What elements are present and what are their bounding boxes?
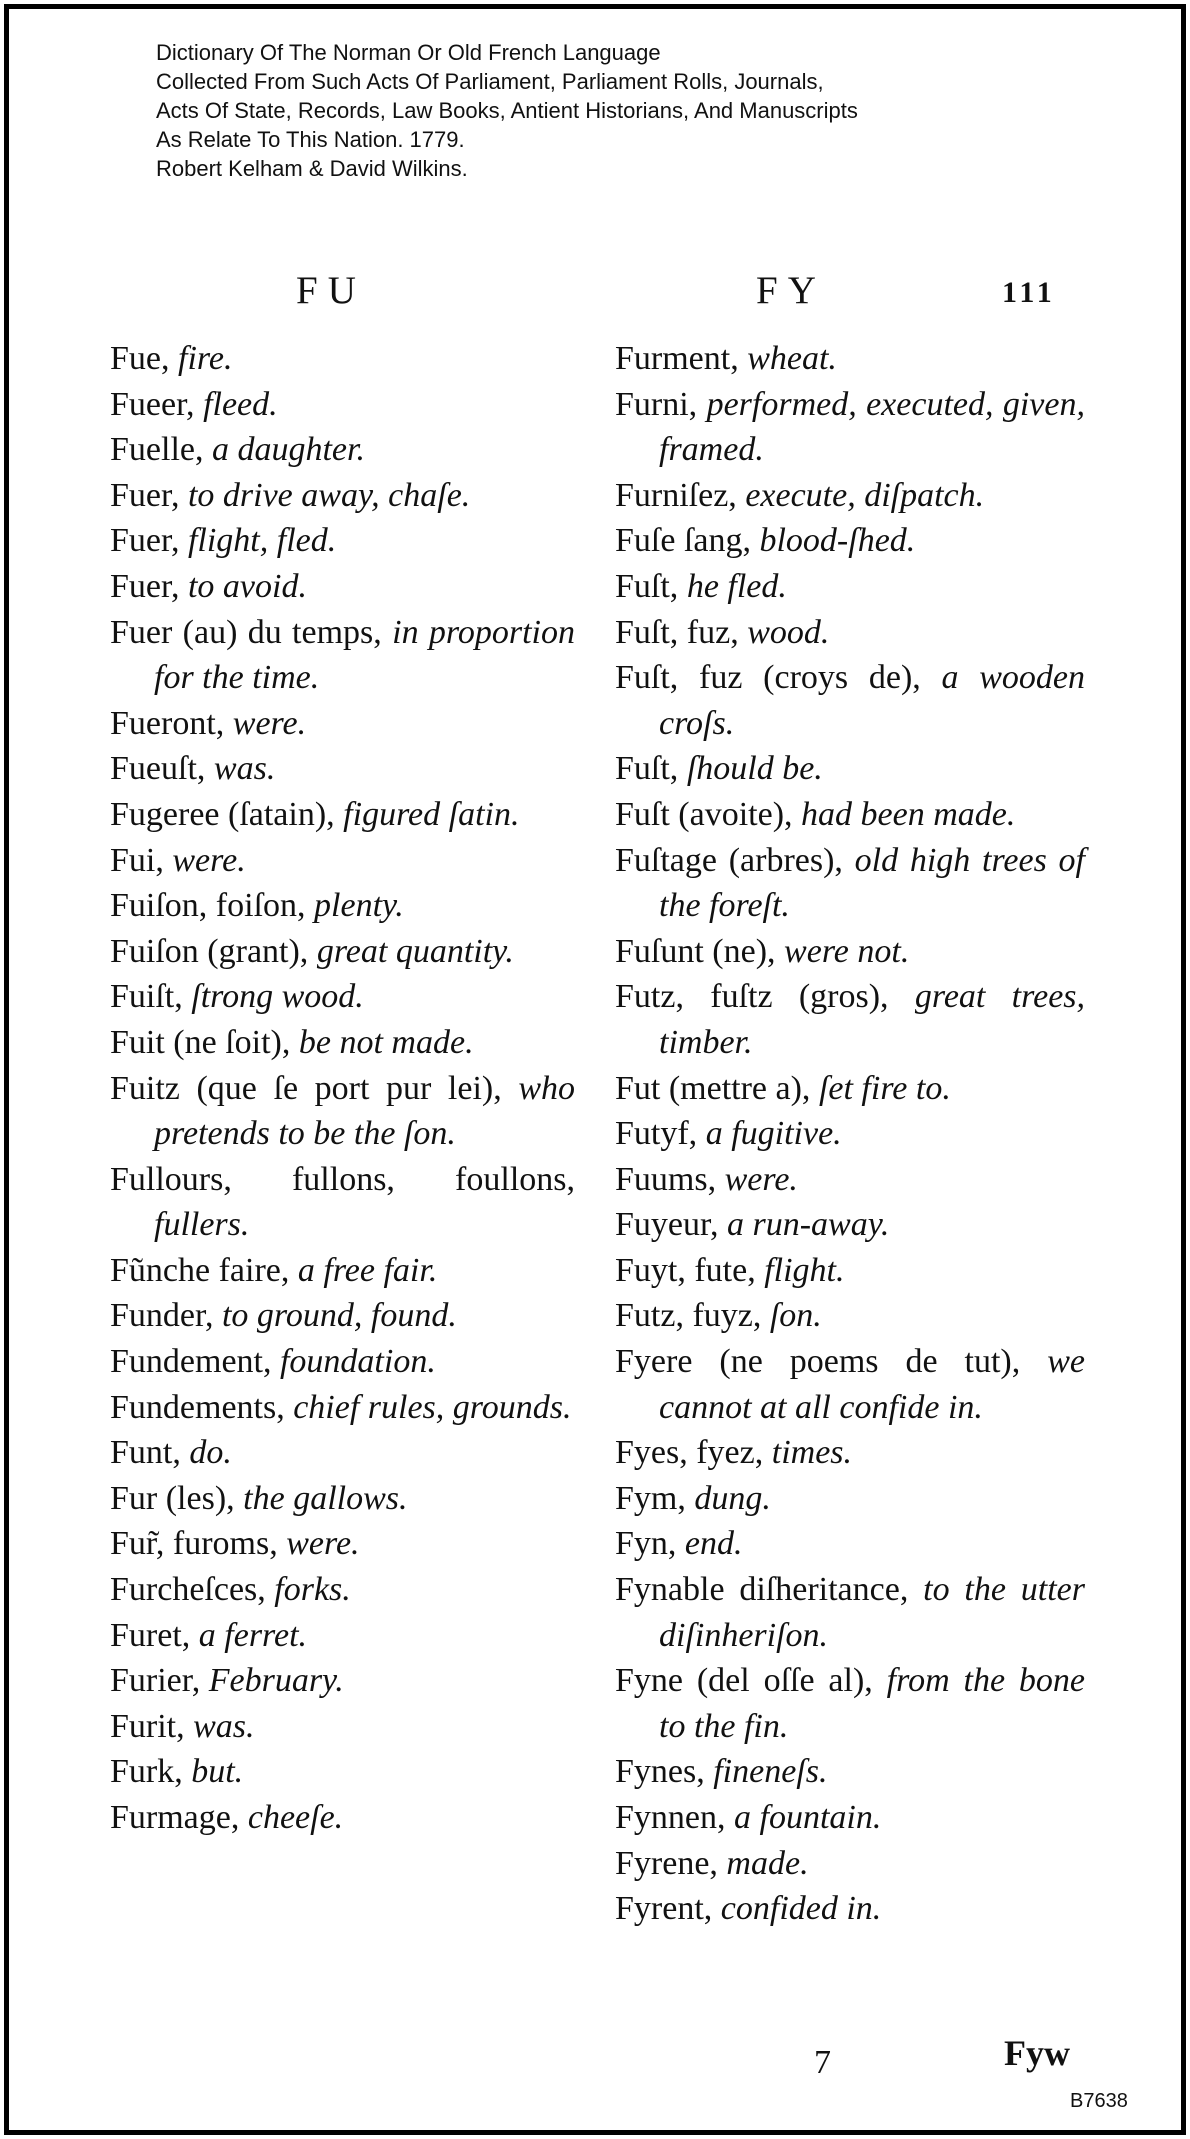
- entry-definition: a wooden croſs.: [659, 659, 1085, 742]
- entry-headword: Furniſez,: [615, 476, 737, 514]
- entry-definition: were.: [172, 841, 246, 879]
- dictionary-entry: [615, 1658, 1085, 1749]
- dictionary-entry: [615, 610, 1085, 656]
- citation-line: Collected From Such Acts Of Parliament, Parliament Rolls, Journals,: [156, 69, 824, 94]
- entry-definition: chief rules, grounds.: [293, 1388, 572, 1426]
- entry-headword: Fyne (del oſſe al),: [615, 1662, 873, 1700]
- entry-definition: fire.: [178, 340, 233, 377]
- entry-headword: Fynnen,: [615, 1799, 726, 1836]
- entry-definition: a fugitive.: [705, 1115, 842, 1153]
- entry-headword: Funt,: [110, 1434, 181, 1472]
- entry-definition: but.: [191, 1753, 244, 1791]
- dictionary-entry: [110, 838, 575, 884]
- entry-definition: we cannot at all confide in.: [659, 1343, 1086, 1426]
- source-citation: [156, 38, 858, 183]
- citation-line: As Relate To This Nation. 1779.: [156, 127, 465, 152]
- entry-headword: Fynes,: [615, 1753, 705, 1791]
- left-column: [110, 336, 575, 1841]
- running-head-left: FU: [296, 269, 366, 312]
- entry-headword: Fym,: [615, 1479, 686, 1517]
- entry-definition: wood.: [747, 613, 830, 651]
- entry-headword: Fuiſt,: [110, 978, 183, 1016]
- dictionary-entry: [615, 1886, 1085, 1932]
- entry-headword: Fur (les),: [110, 1479, 235, 1517]
- dictionary-entry: [615, 838, 1085, 929]
- entry-headword: Furment,: [615, 340, 739, 377]
- dictionary-entry: [615, 929, 1085, 975]
- entry-headword: Fyes, fyez,: [615, 1434, 764, 1472]
- dictionary-entry: [110, 1430, 575, 1476]
- dictionary-entry: [110, 1521, 575, 1567]
- dictionary-entry: [110, 974, 575, 1020]
- entry-headword: Fugeree (ſatain),: [110, 795, 335, 833]
- entry-definition: end.: [684, 1525, 743, 1563]
- entry-headword: Futyf,: [615, 1115, 698, 1153]
- entry-definition: old high trees of the foreſt.: [659, 841, 1086, 925]
- entry-headword: Furni,: [615, 385, 698, 423]
- entry-definition: great trees, timber.: [659, 978, 1086, 1061]
- entry-definition: the gallows.: [243, 1479, 408, 1517]
- dictionary-entry: [110, 1567, 575, 1613]
- entry-definition: confided in.: [720, 1890, 882, 1928]
- dictionary-entry: [110, 1795, 575, 1841]
- entry-headword: Fuer (au) du temps,: [110, 613, 382, 651]
- entry-definition: performed, executed, given, framed.: [659, 385, 1085, 469]
- entry-headword: Furmage,: [110, 1799, 240, 1836]
- dictionary-entry: [110, 1749, 575, 1795]
- entry-definition: in proportion for the time.: [154, 613, 575, 697]
- entry-headword: Funder,: [110, 1297, 214, 1335]
- citation-line: Robert Kelham & David Wilkins.: [156, 156, 468, 181]
- entry-headword: Furit,: [110, 1707, 185, 1745]
- entry-headword: Fui,: [110, 841, 164, 879]
- entry-definition: be not made.: [298, 1023, 474, 1061]
- dictionary-entry: [615, 1157, 1085, 1203]
- entry-headword: Futz, fuyz,: [615, 1297, 762, 1335]
- entry-headword: Fuit (ne ſoit),: [110, 1023, 291, 1061]
- dictionary-entry: [110, 1293, 575, 1339]
- dictionary-entry: [615, 1841, 1085, 1887]
- entry-definition: a fountain.: [734, 1799, 882, 1836]
- dictionary-entry: [615, 473, 1085, 519]
- dictionary-entry: [110, 610, 575, 701]
- entry-definition: who pretends to be the ſon.: [154, 1069, 575, 1153]
- dictionary-entry: [615, 1521, 1085, 1567]
- entry-headword: Fuelle,: [110, 431, 204, 469]
- entry-definition: were.: [232, 704, 307, 742]
- entry-definition: to avoid.: [187, 567, 307, 605]
- entry-headword: Fueuſt,: [110, 750, 206, 788]
- entry-definition: February.: [208, 1662, 344, 1700]
- entry-headword: Fuer,: [110, 567, 180, 605]
- dictionary-entry: [615, 1430, 1085, 1476]
- entry-definition: fullers.: [154, 1206, 250, 1244]
- entry-headword: Fyrene,: [615, 1844, 718, 1882]
- entry-definition: dung.: [694, 1479, 771, 1517]
- dictionary-entry: [615, 792, 1085, 838]
- entry-definition: ſhould be.: [686, 750, 823, 788]
- entry-headword: Fuyeur,: [615, 1206, 719, 1244]
- entry-headword: Fuiſon, foiſon,: [110, 887, 306, 925]
- entry-definition: a daughter.: [211, 431, 365, 469]
- entry-definition: a free fair.: [297, 1251, 438, 1289]
- entry-definition: times.: [771, 1434, 853, 1472]
- entry-definition: from the bone to the fin.: [659, 1662, 1085, 1745]
- right-column: [615, 336, 1085, 1932]
- dictionary-entry: [110, 1157, 575, 1248]
- dictionary-entry: [615, 746, 1085, 792]
- entry-headword: Fyn,: [615, 1525, 677, 1563]
- entry-definition: made.: [726, 1844, 809, 1882]
- entry-headword: Fuyt, fute,: [615, 1251, 756, 1289]
- entry-headword: Fuſtage (arbres),: [615, 841, 843, 879]
- dictionary-entry: [615, 1567, 1085, 1658]
- dictionary-entry: [615, 1795, 1085, 1841]
- entry-definition: ſtrong wood.: [191, 978, 364, 1016]
- image-code: B7638: [1070, 2090, 1128, 2112]
- entry-headword: Fut (mettre a),: [615, 1069, 811, 1107]
- entry-definition: fineneſs.: [713, 1753, 828, 1791]
- entry-definition: were.: [286, 1525, 360, 1563]
- dictionary-entry: [110, 1066, 575, 1157]
- entry-headword: Futz, fuſtz (gros),: [615, 978, 889, 1016]
- catchword: Fyw: [1004, 2033, 1070, 2073]
- entry-headword: Fur̃, furoms,: [110, 1525, 278, 1563]
- entry-definition: flight.: [764, 1251, 845, 1289]
- dictionary-entry: [110, 382, 575, 428]
- entry-headword: Fuſt, fuz,: [615, 613, 739, 651]
- entry-definition: was.: [193, 1707, 255, 1745]
- entry-headword: Fuums,: [615, 1160, 717, 1198]
- entry-headword: Fuiſon (grant),: [110, 932, 309, 970]
- entry-headword: Fũnche faire,: [110, 1251, 290, 1289]
- dictionary-entry: [110, 1704, 575, 1750]
- entry-definition: were.: [724, 1160, 798, 1198]
- entry-headword: Fuer,: [110, 522, 180, 560]
- entry-headword: Fyere (ne poems de tut),: [615, 1343, 1021, 1381]
- entry-definition: a ferret.: [198, 1616, 308, 1654]
- entry-headword: Fullours, fullons, foullons,: [110, 1160, 575, 1198]
- dictionary-entry: [615, 382, 1085, 473]
- entry-headword: Fuſt,: [615, 750, 679, 788]
- entry-definition: do.: [189, 1434, 232, 1472]
- entry-definition: wheat.: [747, 340, 837, 377]
- dictionary-entry: [615, 1202, 1085, 1248]
- entry-headword: Fundement,: [110, 1343, 272, 1381]
- dictionary-entry: [110, 929, 575, 975]
- entry-definition: execute, diſpatch.: [745, 476, 985, 514]
- entry-definition: figured ſatin.: [343, 795, 520, 833]
- dictionary-entry: [615, 1476, 1085, 1522]
- entry-headword: Furcheſces,: [110, 1571, 266, 1609]
- entry-headword: Fynable diſheritance,: [615, 1571, 909, 1609]
- dictionary-entry: [615, 1066, 1085, 1112]
- entry-definition: was.: [213, 750, 276, 788]
- entry-definition: had been made.: [801, 795, 1016, 833]
- dictionary-entry: [110, 518, 575, 564]
- entry-headword: Furier,: [110, 1662, 201, 1700]
- citation-line: Acts Of State, Records, Law Books, Antient Historians, And Manuscripts: [156, 98, 858, 123]
- dictionary-entry: [615, 1339, 1085, 1430]
- dictionary-entry: [110, 564, 575, 610]
- entry-headword: Fundements,: [110, 1388, 285, 1426]
- entry-definition: great quantity.: [316, 932, 514, 970]
- dictionary-entry: [110, 746, 575, 792]
- dictionary-entry: [110, 1339, 575, 1385]
- dictionary-entry: [110, 1020, 575, 1066]
- page-number: 111: [1002, 276, 1056, 309]
- dictionary-entry: [615, 1293, 1085, 1339]
- citation-line: Dictionary Of The Norman Or Old French Language: [156, 40, 661, 65]
- entry-definition: fleed.: [203, 385, 278, 423]
- entry-definition: forks.: [274, 1571, 351, 1609]
- entry-headword: Fuſt, fuz (croys de),: [615, 659, 921, 697]
- entry-headword: Fuſunt (ne),: [615, 932, 776, 970]
- entry-headword: Fueer,: [110, 385, 195, 423]
- entry-definition: foundation.: [279, 1343, 436, 1381]
- dictionary-entry: [110, 1613, 575, 1659]
- dictionary-entry: [615, 1111, 1085, 1157]
- entry-headword: Fuer,: [110, 476, 180, 514]
- dictionary-entry: [615, 564, 1085, 610]
- entry-definition: ſet fire to.: [818, 1069, 951, 1107]
- entry-headword: Fuſe ſang,: [615, 522, 751, 560]
- entry-headword: Fuſt,: [615, 567, 679, 605]
- entry-headword: Furet,: [110, 1616, 191, 1654]
- dictionary-entry: [110, 427, 575, 473]
- dictionary-entry: [615, 655, 1085, 746]
- entry-definition: were not.: [784, 932, 910, 970]
- dictionary-entry: [615, 974, 1085, 1065]
- entry-definition: to ground, found.: [221, 1297, 457, 1335]
- dictionary-entry: [615, 336, 1085, 382]
- entry-definition: blood-ſhed.: [759, 522, 916, 560]
- entry-definition: cheeſe.: [247, 1799, 344, 1836]
- dictionary-entry: [110, 1476, 575, 1522]
- entry-headword: Fuſt (avoite),: [615, 795, 793, 833]
- running-head-right: FY: [756, 269, 826, 312]
- dictionary-entry: [615, 518, 1085, 564]
- entry-definition: plenty.: [314, 887, 404, 925]
- entry-definition: ſon.: [769, 1297, 822, 1335]
- entry-headword: Furk,: [110, 1753, 183, 1791]
- dictionary-entry: [110, 792, 575, 838]
- dictionary-entry: [110, 1248, 575, 1294]
- dictionary-entry: [110, 1658, 575, 1704]
- entry-headword: Fyrent,: [615, 1890, 713, 1928]
- entry-definition: flight, fled.: [187, 522, 337, 560]
- entry-headword: Fue,: [110, 340, 170, 377]
- entry-definition: to drive away, chaſe.: [187, 476, 471, 514]
- entry-definition: a run-away.: [726, 1206, 890, 1244]
- entry-definition: he fled.: [686, 567, 787, 605]
- dictionary-entry: [110, 1385, 575, 1431]
- entry-headword: Fuitz (que ſe port pur lei),: [110, 1069, 502, 1107]
- entry-headword: Fueront,: [110, 704, 225, 742]
- signature-mark: 7: [814, 2044, 831, 2081]
- dictionary-entry: [615, 1248, 1085, 1294]
- dictionary-entry: [110, 883, 575, 929]
- dictionary-entry: [110, 336, 575, 382]
- entry-definition: to the utter diſinheriſon.: [659, 1571, 1085, 1654]
- dictionary-entry: [615, 1749, 1085, 1795]
- dictionary-entry: [110, 701, 575, 747]
- dictionary-entry: [110, 473, 575, 519]
